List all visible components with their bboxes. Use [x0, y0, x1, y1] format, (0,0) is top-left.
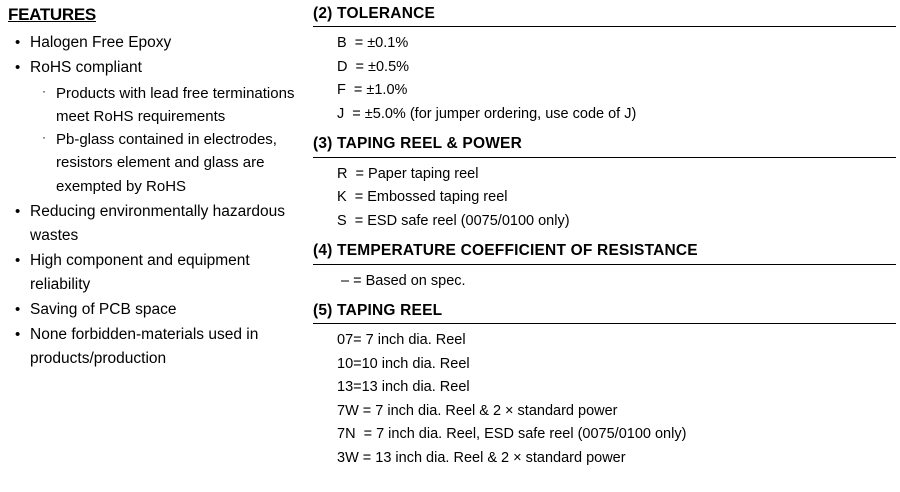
code-row: 10=10 inch dia. Reel: [337, 355, 470, 372]
features-list: [8, 31, 300, 371]
feature-sublist: [42, 82, 300, 198]
feature-text: None forbidden-materials used in products/production: [30, 326, 259, 368]
section-tcr: [313, 237, 896, 297]
section-heading: (2) TOLERANCE: [313, 5, 436, 22]
ordering-code-column: [313, 0, 896, 474]
feature-text: Halogen Free Epoxy: [30, 33, 172, 51]
list-item: [8, 298, 300, 322]
bullet-icon: •: [15, 58, 21, 76]
code-row: – = Based on spec.: [341, 272, 466, 289]
features-heading: FEATURES: [8, 5, 96, 24]
section-heading: (5) TAPING REEL: [313, 302, 443, 319]
bullet-icon: •: [15, 202, 21, 220]
code-row: F = ±1.0%: [337, 82, 408, 99]
sub-bullet-icon: ·: [42, 83, 46, 98]
code-row: 7N = 7 inch dia. Reel, ESD safe reel (0075/0100 only): [337, 426, 687, 443]
section-tolerance: [313, 0, 896, 130]
sub-bullet-icon: ·: [42, 130, 46, 145]
features-column: [8, 6, 300, 372]
feature-text: High component and equipment reliability: [30, 252, 250, 294]
code-row: B = ±0.1%: [337, 35, 409, 52]
bullet-icon: •: [15, 326, 21, 344]
section-body: [313, 158, 896, 237]
sub-feature-text: Pb-glass contained in electrodes, resistors element and glass are exempted by RoHS: [56, 131, 277, 195]
list-item: [8, 56, 300, 198]
section-taping-reel: [313, 297, 896, 474]
sub-list-item: [42, 82, 300, 129]
code-row: R = Paper taping reel: [337, 165, 479, 182]
code-row: D = ±0.5%: [337, 58, 410, 75]
bullet-icon: •: [15, 252, 21, 269]
code-row: K = Embossed taping reel: [337, 189, 508, 206]
feature-text: Reducing environmentally hazardous wastes: [30, 202, 286, 244]
feature-text: Saving of PCB space: [30, 301, 177, 319]
list-item: [8, 31, 300, 55]
list-item: [8, 200, 300, 248]
code-row: 13=13 inch dia. Reel: [337, 379, 470, 396]
section-taping-reel-power: [313, 130, 896, 237]
sub-feature-text: Products with lead free terminations meet RoHS requirements: [56, 84, 295, 125]
bullet-icon: •: [15, 33, 21, 51]
code-row: J = ±5.0% (for jumper ordering, use code of J): [337, 105, 637, 122]
code-row: 3W = 13 inch dia. Reel & 2 × standard power: [337, 449, 626, 466]
section-heading: (3) TAPING REEL & POWER: [313, 135, 522, 153]
feature-subgroup: [30, 82, 300, 198]
section-heading: (4) TEMPERATURE COEFFICIENT OF RESISTANCE: [313, 242, 698, 260]
section-body: [313, 27, 896, 130]
code-row: S = ESD safe reel (0075/0100 only): [337, 212, 570, 229]
feature-text: RoHS compliant: [30, 58, 142, 76]
code-row: 07= 7 inch dia. Reel: [337, 332, 466, 349]
section-body: [313, 265, 896, 297]
list-item: [8, 323, 300, 371]
list-item: [8, 249, 300, 297]
sub-list-item: [42, 128, 300, 198]
bullet-icon: •: [15, 301, 21, 319]
code-row: 7W = 7 inch dia. Reel & 2 × standard power: [337, 402, 618, 419]
section-body: [313, 324, 896, 474]
